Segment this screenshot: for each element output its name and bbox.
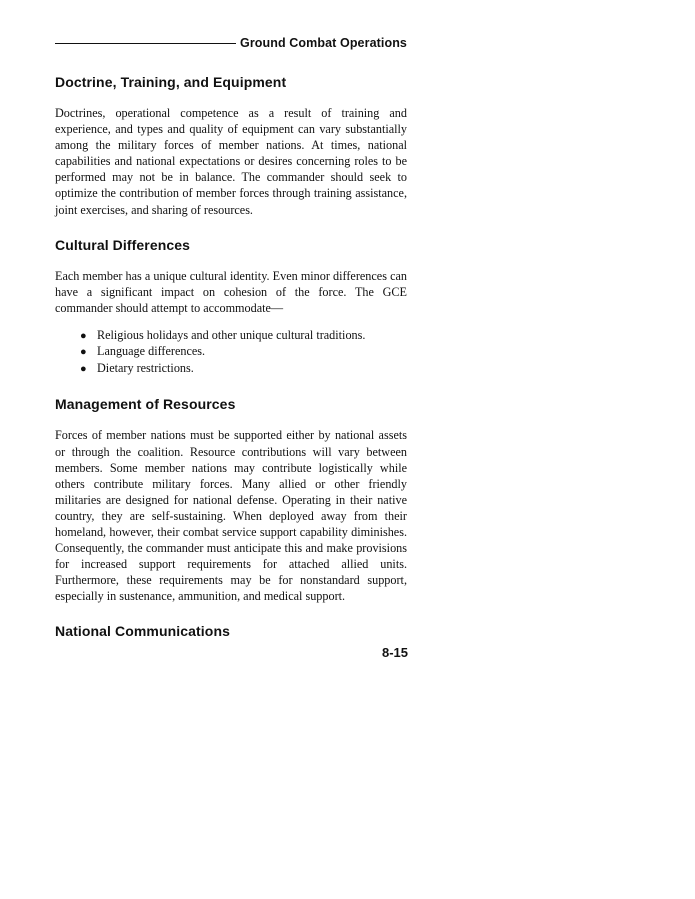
list-item-text: Language differences. — [97, 344, 206, 359]
section-heading: Doctrine, Training, and Equipment — [55, 74, 287, 90]
running-header — [55, 35, 407, 51]
page-number: 8-15 — [381, 645, 408, 660]
section-heading: Cultural Differences — [55, 236, 191, 253]
section-doctrine-training-equipment — [55, 72, 407, 218]
header-title: Ground Combat Operations — [240, 36, 407, 50]
section-cultural-differences — [55, 235, 407, 378]
list-item-text: Religious holidays and other unique cultural traditions. — [97, 327, 366, 342]
page-content — [55, 72, 407, 658]
list-item-text: Dietary restrictions. — [97, 360, 194, 375]
list-item — [80, 361, 407, 378]
section-paragraph: Each member has a unique cultural identity. Even minor differences can have a significant impact on cohesion of the force. The GCE commander should attempt to accommodate— — [55, 268, 407, 315]
bullet-icon: ● — [80, 362, 87, 375]
section-paragraph: Doctrines, operational competence as a result of training and experience, and types and quality of equipment can vary substantially among the military forces of member nations. At times, national capabilities and national expectations or desires concerning roles to be performed may not be in balance. The commander should seek to optimize the contribution of member forces through training assistance, joint exercises, and sharing of resources. — [55, 106, 407, 217]
bullet-icon: ● — [80, 346, 87, 359]
section-heading: Management of Resources — [55, 396, 236, 413]
section-management-of-resources — [55, 394, 407, 604]
bullet-icon: ● — [80, 329, 87, 342]
section-national-communications — [55, 621, 407, 641]
list-item — [80, 344, 407, 361]
list-item — [80, 328, 407, 345]
bullet-list — [55, 328, 407, 378]
section-heading: National Communications — [55, 623, 230, 640]
header-rule — [55, 43, 236, 44]
section-paragraph: Forces of member nations must be supported either by national assets or through the coalition. Resource contributions will vary between members. Some member nations may contribute logistically while others contribute military forces. Many allied or other friendly militaries are designed for national defense. Operating in their native country, they are self-sustaining. When deployed away from their homeland, however, their combat service support capability diminishes. Consequently, the commander must anticipate this and make provisions for increased support requirements for attached allied units. Furthermore, these requirements may be for nonstandard support, especially in sustenance, ammunition, and medical support. — [55, 428, 407, 604]
